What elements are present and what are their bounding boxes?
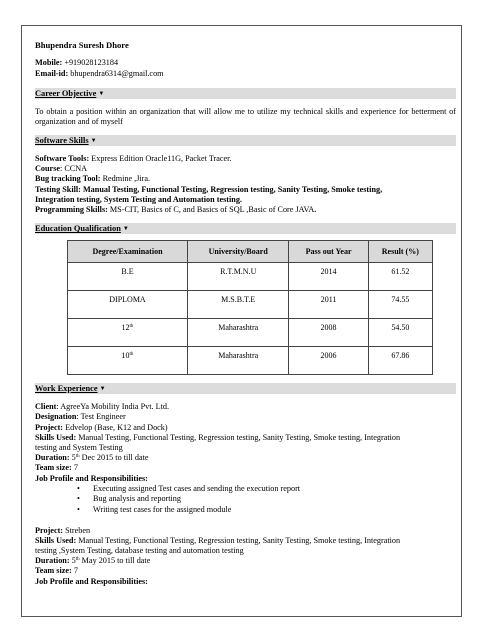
responsibilities-list bbox=[35, 484, 456, 516]
result-cell: 74.55 bbox=[368, 291, 432, 319]
responsibilities-2-heading: Job Profile and Responsibilities: bbox=[35, 576, 148, 586]
responsibility-text: Bug analysis and reporting bbox=[93, 494, 181, 504]
education-table bbox=[67, 240, 433, 375]
course-value: : CCNA bbox=[60, 164, 88, 174]
degree-sup: th bbox=[129, 324, 134, 330]
project-2-line bbox=[35, 526, 456, 536]
bullet-icon: • bbox=[77, 483, 80, 493]
duration-2-value-rest: May 2015 to till date bbox=[79, 556, 151, 566]
skills-used-2-label: Skills Used: bbox=[35, 535, 77, 545]
team-size-2-label: Team size: bbox=[35, 566, 72, 576]
skills-used-label: Skills Used: bbox=[35, 432, 77, 442]
bullet-icon: • bbox=[77, 494, 80, 504]
result-cell: 67.86 bbox=[368, 347, 432, 375]
responsibilities-heading: Job Profile and Responsibilities: bbox=[35, 473, 148, 483]
programming-skills-line bbox=[35, 205, 456, 215]
degree-cell bbox=[68, 263, 188, 291]
bug-tool-label: Bug tracking Tool: bbox=[35, 174, 101, 184]
list-item bbox=[77, 483, 456, 495]
project-2-label: Project: bbox=[35, 525, 64, 535]
board-cell: R.T.M.N.U bbox=[187, 263, 288, 291]
section-title: Work Experience bbox=[35, 384, 98, 394]
column-header: Pass out Year bbox=[289, 241, 368, 263]
year-cell: 2011 bbox=[289, 291, 368, 319]
skills-used-line bbox=[35, 433, 456, 443]
team-size-value: 7 bbox=[71, 463, 78, 473]
designation-line bbox=[35, 412, 456, 422]
list-item bbox=[77, 494, 456, 505]
degree-cell bbox=[68, 319, 188, 347]
degree-cell bbox=[68, 291, 188, 319]
email-label: Email-id: bbox=[35, 69, 69, 78]
result-cell: 54.50 bbox=[368, 319, 432, 347]
mobile-line bbox=[35, 58, 456, 69]
duration-line bbox=[35, 453, 456, 463]
course-line bbox=[35, 164, 456, 174]
software-tools-value: Express Edition Oracle11G, Packet Tracer. bbox=[89, 154, 232, 163]
responsibility-text: Writing test cases for the assigned module bbox=[93, 505, 232, 515]
section-software-skills bbox=[35, 135, 456, 146]
email-line bbox=[35, 69, 456, 80]
column-header: University/Board bbox=[187, 241, 288, 263]
email-value: bhupendra6314@gmail.com bbox=[68, 69, 164, 78]
degree-text: 10 bbox=[121, 351, 130, 361]
project-2-value: Streben bbox=[63, 525, 91, 535]
board-cell: Maharashtra bbox=[187, 347, 288, 375]
bug-tool-value: Redmine ,Jira. bbox=[100, 174, 151, 184]
programming-skills-end: . bbox=[314, 205, 317, 215]
designation-label: Designation bbox=[35, 412, 77, 422]
section-title: Software Skills bbox=[35, 136, 89, 145]
skills-block bbox=[35, 154, 456, 215]
programming-skills-label: Programming Skills: bbox=[35, 205, 108, 215]
programming-skills-value: MS-CIT, Basics of C, and Basics of SQL ,Basic of Core JAVA bbox=[107, 205, 315, 215]
skills-used-2-value: Manual Testing, Functional Testing, Regression testing, Sanity Testing, Smoke testing, Integration bbox=[76, 535, 401, 545]
duration-label: Duration: bbox=[35, 453, 70, 463]
duration-2-line bbox=[35, 556, 456, 566]
duration-2-sup: th bbox=[75, 557, 80, 563]
duration-value-rest: Dec 2015 to till date bbox=[79, 453, 149, 463]
skills-used-2-line-2: testing ,System Testing, database testing and automation testing bbox=[35, 546, 244, 556]
year-cell: 2006 bbox=[289, 347, 368, 375]
duration-2-label: Duration: bbox=[35, 556, 70, 566]
testing-skill-value: Manual Testing, Functional Testing, Regression testing, Sanity Testing, Smoke testing, bbox=[80, 184, 383, 194]
skills-used-value: Manual Testing, Functional Testing, Regression testing, Sanity Testing, Smoke testing, Integration bbox=[76, 432, 401, 442]
board-cell: Maharashtra bbox=[187, 319, 288, 347]
degree-sup: th bbox=[129, 352, 134, 358]
candidate-name: Bhupendra Suresh Dhore bbox=[35, 40, 129, 50]
client-line bbox=[35, 402, 456, 412]
team-size-2-value: 7 bbox=[71, 566, 78, 576]
table-header-row bbox=[68, 241, 433, 263]
dropdown-arrow-icon: ▼ bbox=[122, 226, 129, 233]
testing-skill-line-2: Integration testing, System Testing and Automation testing. bbox=[35, 194, 242, 204]
column-header: Result (%) bbox=[368, 241, 432, 263]
course-label: Course bbox=[35, 164, 61, 174]
section-work-experience bbox=[35, 383, 456, 394]
career-objective-text: To obtain a position within an organization that will allow me to utilize my technical skills and experience for betterment of organization and of myself bbox=[35, 106, 456, 126]
degree-cell bbox=[68, 347, 188, 375]
table-row bbox=[68, 291, 433, 319]
degree-text: B.E bbox=[121, 267, 134, 277]
dropdown-arrow-icon: ▼ bbox=[90, 138, 97, 144]
work-block bbox=[35, 402, 456, 587]
duration-sup: th bbox=[75, 454, 80, 460]
duration-value: 5 bbox=[69, 453, 76, 463]
testing-skill-line bbox=[35, 185, 456, 195]
degree-text: DIPLOMA bbox=[109, 295, 146, 305]
team-size-line bbox=[35, 463, 456, 473]
section-title: Education Qualification bbox=[35, 224, 121, 234]
dropdown-arrow-icon: ▼ bbox=[98, 90, 105, 97]
table-row bbox=[68, 263, 433, 291]
project-value: Edvelop (Base, K12 and Dock) bbox=[63, 422, 168, 432]
dropdown-arrow-icon: ▼ bbox=[99, 386, 106, 393]
software-tools-line bbox=[35, 154, 456, 164]
client-label: Client bbox=[35, 402, 57, 412]
bullet-icon: • bbox=[77, 505, 80, 515]
table-row bbox=[68, 319, 433, 347]
mobile-value: +919028123184 bbox=[62, 58, 119, 68]
project-line bbox=[35, 423, 456, 433]
result-cell: 61.52 bbox=[368, 263, 432, 291]
degree-text: 12 bbox=[121, 323, 130, 333]
client-value: : AgreeYa Mobility India Pvt. Ltd. bbox=[56, 402, 170, 412]
bug-tool-line bbox=[35, 174, 456, 184]
column-header: Degree/Examination bbox=[68, 241, 188, 263]
board-cell: M.S.B.T.E bbox=[187, 291, 288, 319]
team-size-2-line bbox=[35, 566, 456, 576]
list-item bbox=[77, 505, 456, 516]
section-title: Career Objective bbox=[35, 88, 97, 98]
section-career-objective bbox=[35, 88, 456, 99]
testing-skill-label: Testing Skill: bbox=[35, 184, 81, 194]
skills-used-2-line bbox=[35, 536, 456, 546]
software-tools-label: Software Tools: bbox=[35, 154, 90, 163]
project-label: Project: bbox=[35, 422, 64, 432]
skills-used-line-2: testing and System Testing bbox=[35, 443, 123, 453]
responsibility-text: Executing assigned Test cases and sending the execution report bbox=[93, 483, 301, 493]
year-cell: 2008 bbox=[289, 319, 368, 347]
contact-block bbox=[35, 58, 456, 79]
table-row bbox=[68, 347, 433, 375]
designation-value: : Test Engineer bbox=[76, 412, 126, 422]
section-education bbox=[35, 223, 456, 234]
duration-2-value: 5 bbox=[69, 556, 76, 566]
team-size-label: Team size: bbox=[35, 463, 72, 473]
mobile-label: Mobile: bbox=[35, 58, 63, 68]
resume-page bbox=[21, 25, 462, 617]
year-cell: 2014 bbox=[289, 263, 368, 291]
